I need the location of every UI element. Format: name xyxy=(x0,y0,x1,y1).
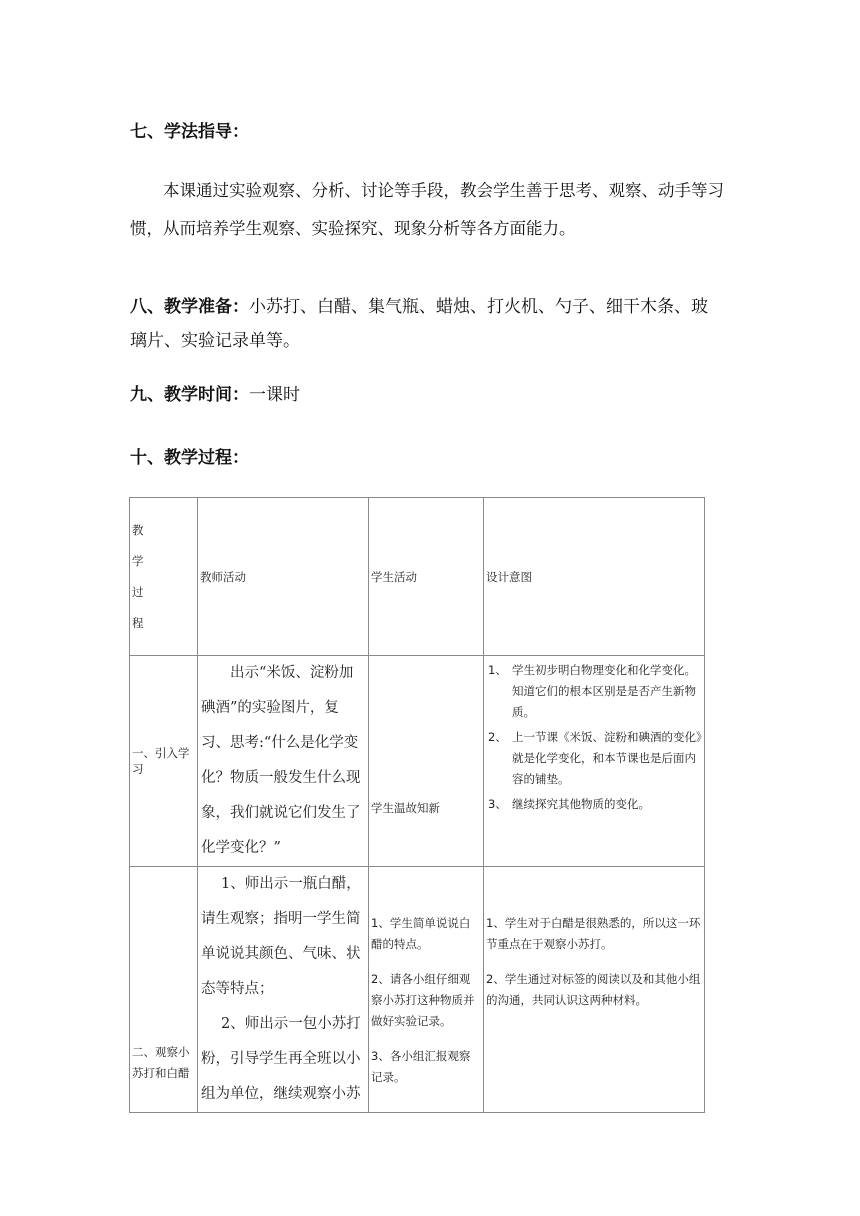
section-9-heading xyxy=(130,380,300,405)
row1-student: 学生温故知新 xyxy=(369,656,484,867)
row2-student xyxy=(369,867,484,1113)
section-8-value-2: 璃片、实验记录单等。 xyxy=(130,331,300,351)
header-char: 程 xyxy=(132,615,144,630)
section-9-value: 一课时 xyxy=(249,385,300,405)
header-student: 学生活动 xyxy=(369,498,484,656)
section-8-title: 八、教学准备： xyxy=(130,297,249,317)
header-teacher: 教师活动 xyxy=(198,498,369,656)
row2-intent xyxy=(484,867,705,1113)
list-text: 继续探究其他物质的变化。 xyxy=(512,797,650,811)
list-item xyxy=(486,794,702,815)
section-7-text: 本课通过实验观察、分析、讨论等手段，教会学生善于思考、观察、动手等习惯，从而培养学生观察、实验探究、现象分析等各方面能力。 xyxy=(130,181,724,238)
table-row xyxy=(130,867,705,1113)
section-7-body xyxy=(130,172,730,248)
header-char: 过 xyxy=(132,584,144,599)
list-num: 1、 xyxy=(488,663,507,677)
header-char: 教 xyxy=(132,522,144,537)
section-10-heading: 十、教学过程： xyxy=(130,448,249,468)
list-item xyxy=(486,660,702,723)
row2-student-item: 1、学生简单说说白醋的特点。 xyxy=(371,916,471,951)
list-num: 3、 xyxy=(488,797,507,811)
header-intent: 设计意图 xyxy=(484,498,705,656)
row2-stage: 二、观察小苏打和白醋 xyxy=(130,867,198,1113)
section-7-heading: 七、学法指导： xyxy=(130,122,249,142)
list-text: 上一节课《米饭、淀粉和碘酒的变化》就是化学变化，和本节课也是后面内容的铺垫。 xyxy=(512,730,702,786)
row1-stage: 一、引入学习 xyxy=(130,656,198,867)
section-8-heading xyxy=(130,292,708,317)
row2-student-item: 2、请各小组仔细观察小苏打这种物质并做好实验记录。 xyxy=(371,972,475,1028)
table-row xyxy=(130,656,705,867)
row2-teacher xyxy=(198,867,369,1113)
row2-teacher-p2-text: 2、师出示一包小苏打粉，引导学生再全班以小组为单位，继续观察小苏 xyxy=(201,1016,361,1102)
row1-teacher xyxy=(198,656,369,867)
list-num: 2、 xyxy=(488,730,507,744)
row1-intent-list xyxy=(486,660,702,815)
section-9-title: 九、教学时间： xyxy=(130,385,249,405)
section-8-continued xyxy=(130,326,300,351)
section-8-value: 小苏打、白醋、集气瓶、蜡烛、打火机、勺子、细干木条、玻 xyxy=(249,297,708,317)
row2-teacher-p1 xyxy=(201,867,365,1007)
row1-teacher-text: 出示“米饭、淀粉加碘酒”的实验图片，复习、思考:“什么是化学变化？物质一般发生什么现象，我们就说它们发生了化学变化？” xyxy=(201,665,361,856)
list-item xyxy=(486,727,702,790)
teaching-process-table xyxy=(129,497,705,1113)
row1-intent xyxy=(484,656,705,867)
header-char: 学 xyxy=(132,553,144,568)
row2-teacher-p1-text: 1、师出示一瓶白醋，请生观察；指明一学生简单说说其颜色、气味、状态等特点； xyxy=(201,876,361,997)
list-text: 学生初步明白物理变化和化学变化。知道它们的根本区别是是否产生新物质。 xyxy=(512,663,696,719)
row2-teacher-p2 xyxy=(201,1007,365,1112)
row2-intent-item: 1、学生对于白醋是很熟悉的，所以这一环节重点在于观察小苏打。 xyxy=(486,916,701,951)
header-stage xyxy=(130,498,198,656)
row2-intent-item: 2、学生通过对标签的阅读以及和其他小组的沟通，共同认识这两种材料。 xyxy=(486,972,701,1007)
table-header-row xyxy=(130,498,705,656)
row2-student-item: 3、各小组汇报观察记录。 xyxy=(371,1049,471,1084)
